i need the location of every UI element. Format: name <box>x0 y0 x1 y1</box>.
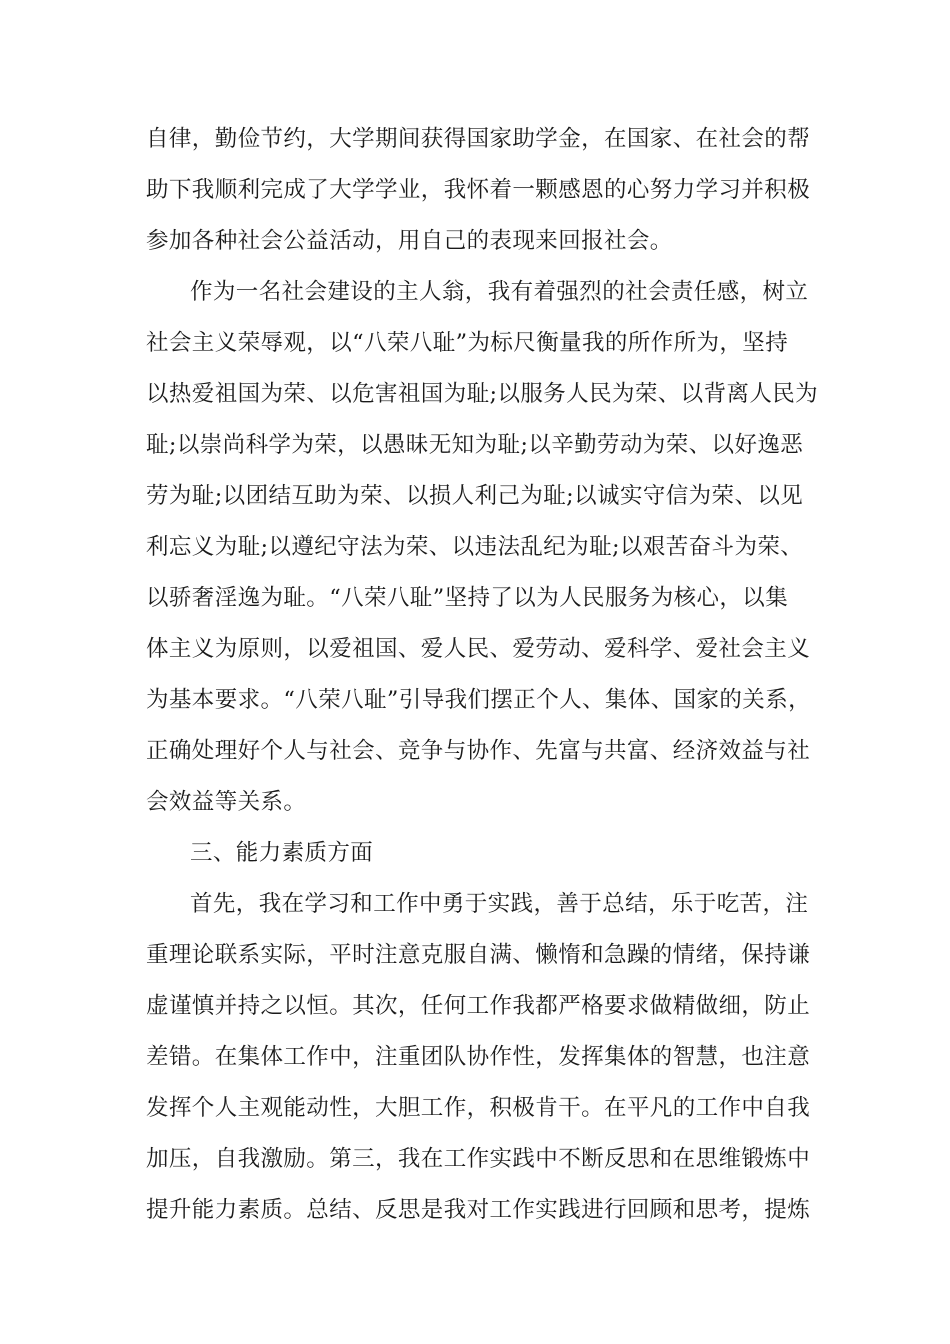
text-line: 加压，自我激励。第三，我在工作实践中不断反思和在思维锻炼中 <box>146 1146 811 1172</box>
section-heading: 三、能力素质方面 <box>190 840 374 866</box>
text-line: 体主义为原则，以爱祖国、爱人民、爱劳动、爱科学、爱社会主义 <box>146 636 811 662</box>
text-line: 以热爱祖国为荣、以危害祖国为耻;以服务人民为荣、以背离人民为 <box>146 381 819 407</box>
text-line: 参加各种社会公益活动，用自己的表现来回报社会。 <box>146 228 673 254</box>
text-line: 以骄奢淫逸为耻。“八荣八耻”坚持了以为人民服务为核心，以集 <box>146 585 789 611</box>
text-line: 劳为耻;以团结互助为荣、以损人利己为耻;以诚实守信为荣、以见 <box>146 483 804 509</box>
text-line: 正确处理好个人与社会、竞争与协作、先富与共富、经济效益与社 <box>146 738 811 764</box>
text-line: 为基本要求。“八荣八耻”引导我们摆正个人、集体、国家的关系， <box>146 687 812 713</box>
text-line: 社会主义荣辱观，以“八荣八耻”为标尺衡量我的所作所为，坚持 <box>146 330 789 356</box>
text-line: 会效益等关系。 <box>146 789 307 815</box>
text-line: 耻;以崇尚科学为荣，以愚昧无知为耻;以辛勤劳动为荣、以好逸恶 <box>146 432 804 458</box>
text-line: 提升能力素质。总结、反思是我对工作实践进行回顾和思考，提炼 <box>146 1197 811 1223</box>
text-line: 差错。在集体工作中，注重团队协作性，发挥集体的智慧，也注意 <box>146 1044 811 1070</box>
text-line: 自律，勤俭节约，大学期间获得国家助学金，在国家、在社会的帮 <box>146 126 811 152</box>
text-line: 发挥个人主观能动性，大胆工作，积极肯干。在平凡的工作中自我 <box>146 1095 811 1121</box>
text-line: 首先，我在学习和工作中勇于实践，善于总结，乐于吃苦，注 <box>190 891 809 917</box>
text-line: 利忘义为耻;以遵纪守法为荣、以违法乱纪为耻;以艰苦奋斗为荣、 <box>146 534 804 560</box>
text-line: 作为一名社会建设的主人翁，我有着强烈的社会责任感，树立 <box>190 279 809 305</box>
text-line: 虚谨慎并持之以恒。其次，任何工作我都严格要求做精做细，防止 <box>146 993 811 1019</box>
text-line: 助下我顺利完成了大学学业，我怀着一颗感恩的心努力学习并积极 <box>146 177 811 203</box>
text-line: 重理论联系实际，平时注意克服自满、懒惰和急躁的情绪，保持谦 <box>146 942 811 968</box>
